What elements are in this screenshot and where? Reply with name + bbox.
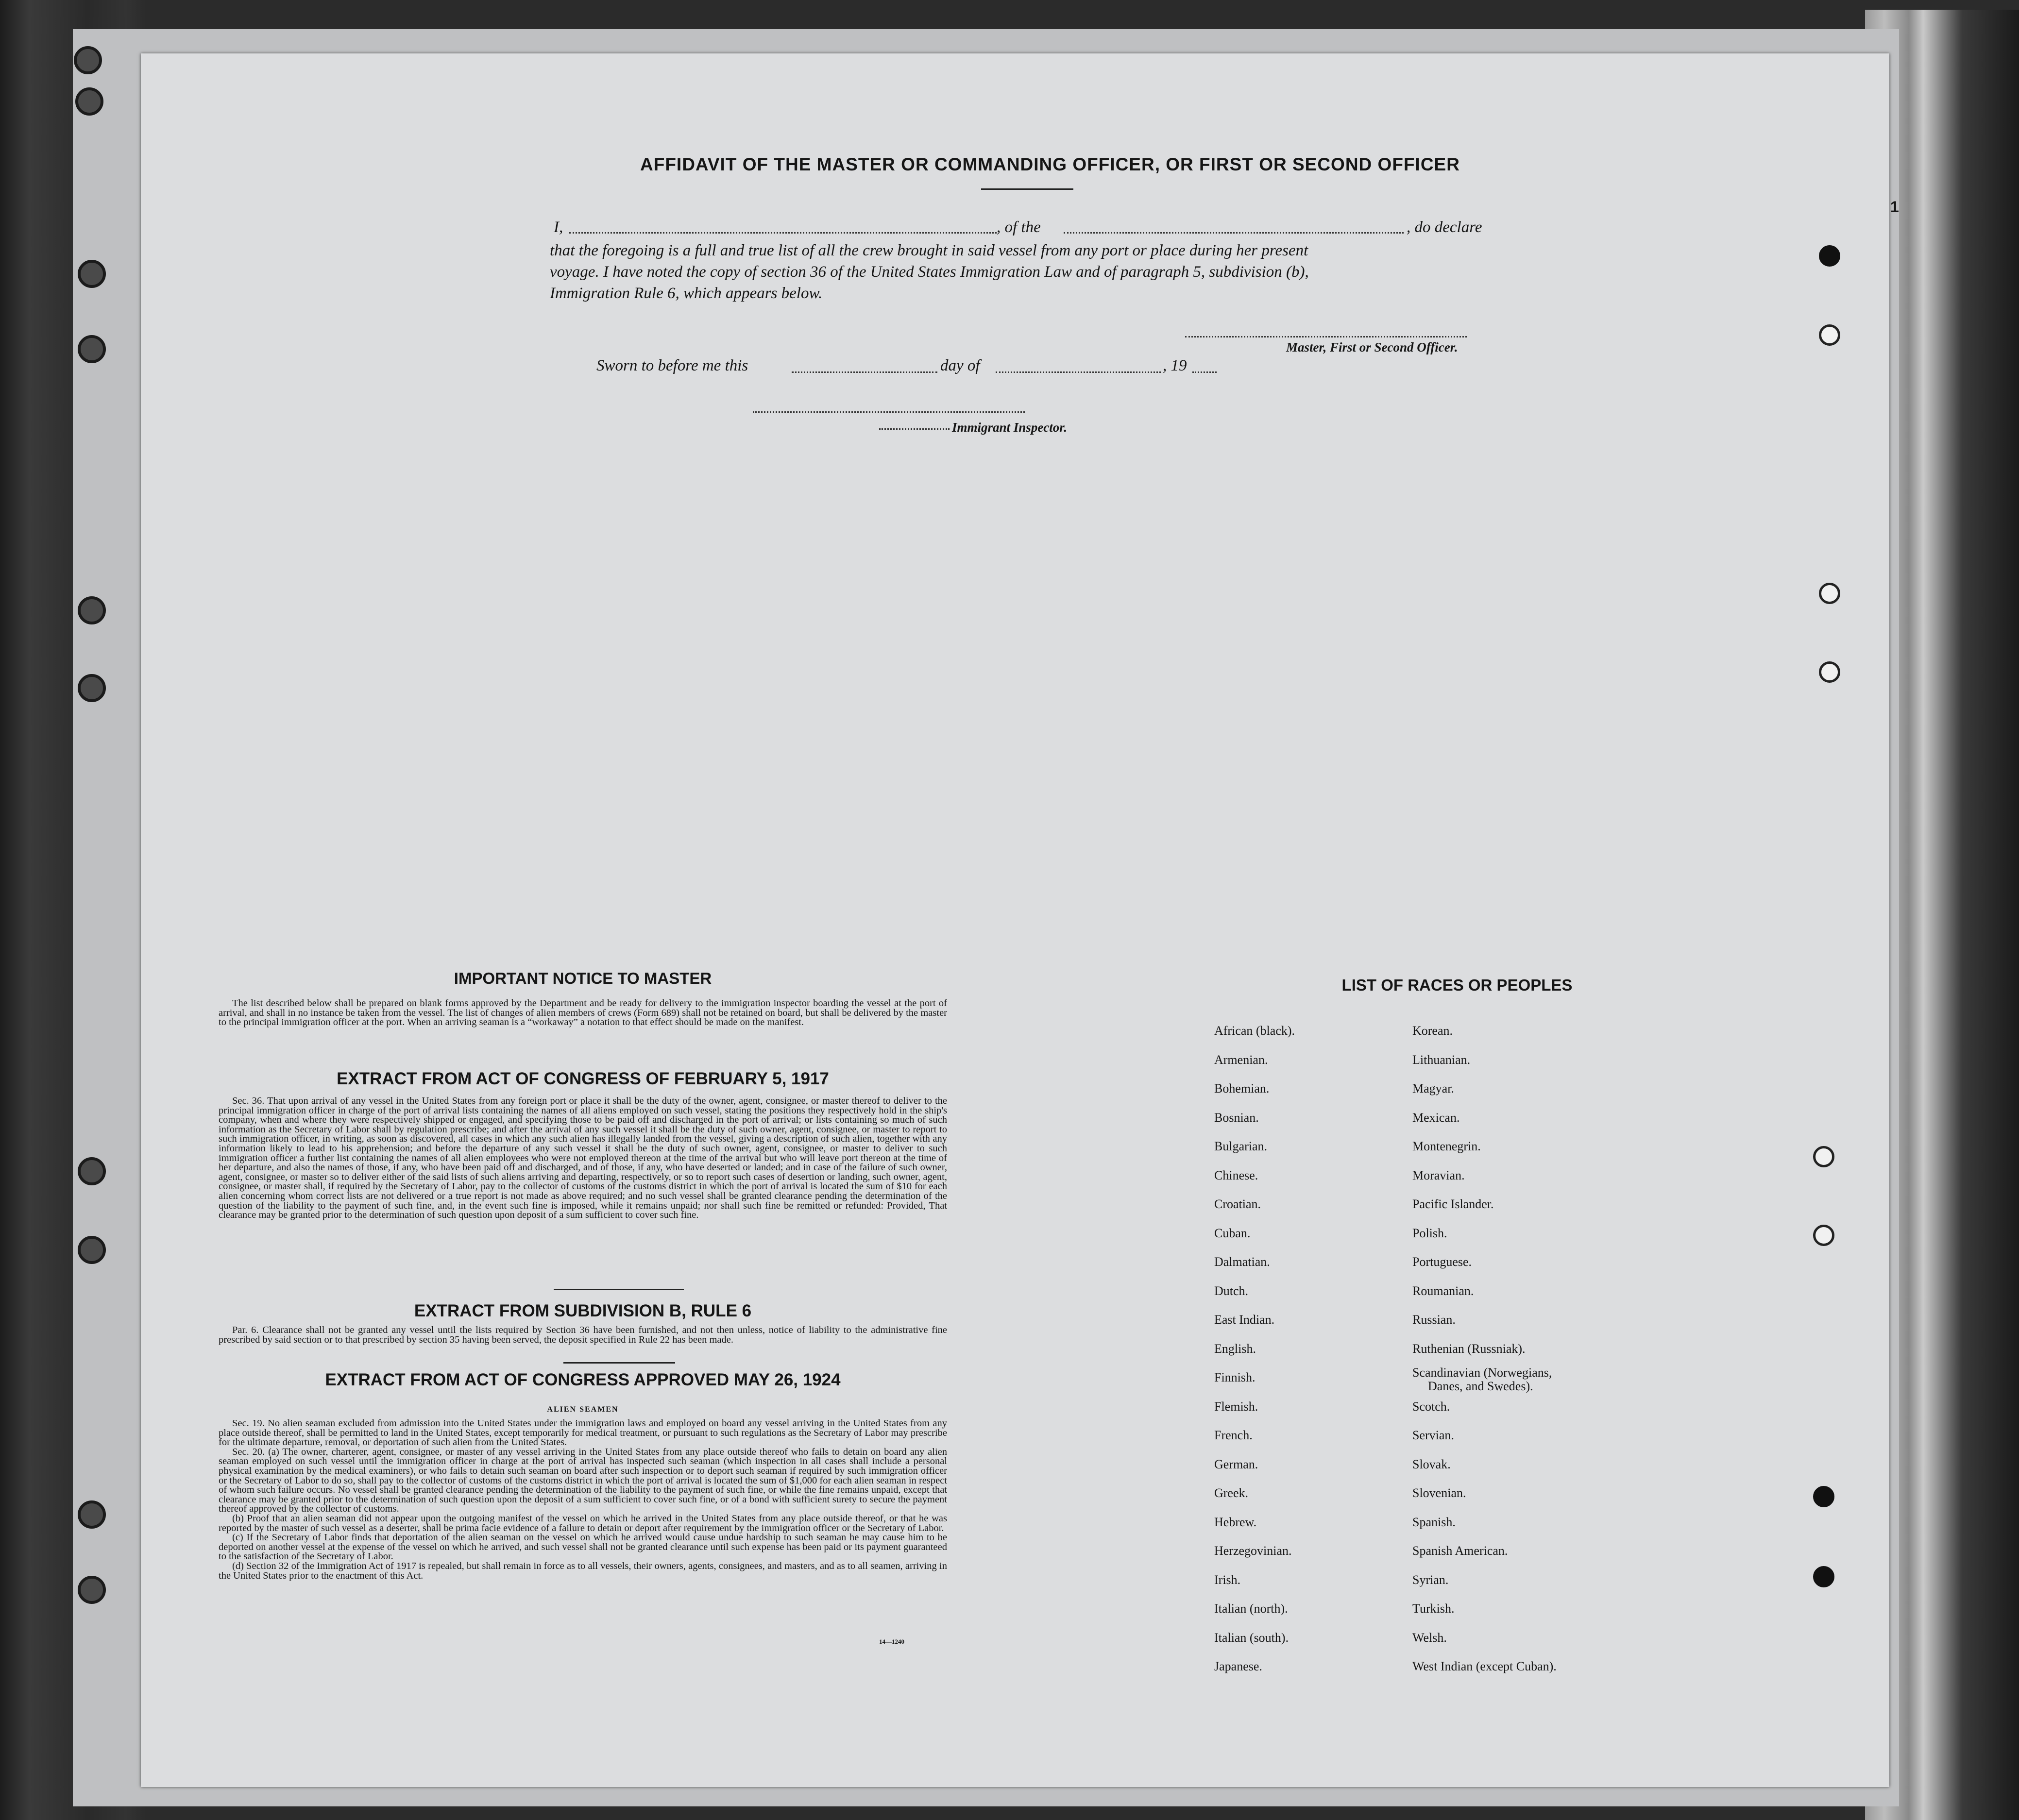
punch-hole (1813, 1486, 1834, 1507)
affidavit-i: I, (554, 219, 563, 236)
race-item: West Indian (except Cuban). (1412, 1659, 1557, 1673)
name-blank (569, 232, 997, 234)
race-item: English. (1214, 1341, 1256, 1356)
binder-ring (78, 1157, 106, 1185)
race-item: Polish. (1412, 1226, 1447, 1240)
extract-rule6-body (219, 1326, 947, 1345)
race-item: Slovak. (1412, 1457, 1451, 1471)
race-item: Russian. (1412, 1313, 1456, 1327)
race-item: Spanish American. (1412, 1544, 1508, 1558)
race-item: Lithuanian. (1412, 1052, 1471, 1067)
race-item: African (black). (1214, 1024, 1295, 1038)
race-item: Pacific Islander. (1412, 1197, 1494, 1211)
race-item: Scotch. (1412, 1399, 1450, 1414)
binder-ring (75, 87, 103, 116)
par-6-text: Par. 6. Clearance shall not be granted any vessel until the lists required by Section 36 have been furnished, and not then unless, notice of liability to the administrative fine prescribed by said section or to that prescribed by section 35 having been served, the deposit specified in Rule 22 has been made. (219, 1325, 947, 1345)
race-item: Welsh. (1412, 1630, 1447, 1645)
extract-1917-heading: EXTRACT FROM ACT OF CONGRESS OF FEBRUARY 5, 1917 (337, 1069, 829, 1088)
year-blank (1192, 371, 1217, 373)
master-signature-label: Master, First or Second Officer. (1286, 340, 1458, 354)
master-signature-line (1185, 336, 1467, 337)
race-item: Japanese. (1214, 1659, 1262, 1673)
inspector-prefix-line (879, 428, 950, 430)
affidavit-of-the: , of the (997, 219, 1041, 236)
race-item: Croatian. (1214, 1197, 1261, 1211)
race-item: Moravian. (1412, 1168, 1465, 1182)
punch-hole (1819, 245, 1840, 267)
binder-ring (78, 1500, 106, 1529)
race-item: Bohemian. (1214, 1081, 1270, 1095)
notice-body (219, 999, 947, 1028)
race-item: Finnish. (1214, 1370, 1256, 1384)
section-36-text: Sec. 36. That upon arrival of any vessel in the United States from any foreign port or place it shall be the duty of the owner, agent, consignee, or master thereof to deliver to the principal immigration officer in charge of the port of arrival lists containing the names of all aliens employed on such vessel, stating the positions they respectively hold in the ship's company, when and where they were respectively shipped or engaged, and specifying those to be paid off and discharged in the port of arrival; or lists containing so much of such information as the Secretary of Labor shall by regulation prescribe; and after the arrival of any such vessel it shall be the duty of such owner, agent, consignee, or master to report to such immigration officer, in writing, as soon as discovered, all cases in which any such alien has illegally landed from the vessel, giving a description of such alien, together with any information likely to lead to his apprehension; and before the departure of any such vessel it shall be the duty of such owner, agent, consignee, or master to deliver to such immigration officer a further list containing the names of all alien employees who were not employed thereon at the time of the arrival but who will leave port thereon at the time of her departure, and also the names of those, if any, who have been paid off and discharged, and of those, if any, who have deserted or landed; and in case of the failure of such owner, agent, consignee, or master so to deliver either of the said lists of such aliens arriving and departing, respectively, or so to report such cases of desertion or landing, such owner, agent, consignee, or master shall, if required by the Secretary of Labor, pay to the collector of customs of the customs district in which the port of arrival is located the sum of $10 for each alien concerning whom correct lists are not delivered or a true report is not made as above required; and no such vessel shall be granted clearance pending the determination of the question of the liability to the payment of such fine, and, in the event such fine is imposed, while it remains unpaid; nor shall such fine be remitted or refunded: Provided, That clearance may be granted prior to the determination of such question upon deposit of a sum sufficient to cover such fine. (219, 1095, 947, 1221)
inspector-signature-line (753, 411, 1025, 413)
race-item-continued: Danes, and Swedes). (1428, 1379, 1533, 1393)
sworn-day-blank (792, 371, 937, 373)
document-page (141, 53, 1899, 1787)
race-item: Syrian. (1412, 1572, 1449, 1587)
affidavit-do-declare: , do declare (1407, 219, 1482, 236)
race-item: Scandinavian (Norwegians, (1412, 1365, 1552, 1380)
race-item: Italian (south). (1214, 1630, 1289, 1645)
punch-hole (1813, 1566, 1834, 1587)
sec-20b-text: (b) Proof that an alien seaman did not appear upon the outgoing manifest of the vessel on which he arrived in the United States from any place outside thereof, or that he was reported by the master of such vessel as a deserter, shall be prima facie evidence of a failure to detain or deport after requirement by the immigration officer or the Secretary of Labor. (219, 1513, 947, 1534)
race-item: Roumanian. (1412, 1283, 1474, 1298)
binder-ring (78, 1236, 106, 1264)
race-item: Herzegovinian. (1214, 1544, 1292, 1558)
notice-text: The list described below shall be prepared on blank forms approved by the Department and be ready for delivery to the immigration inspector boarding the vessel at the port of arrival, and shall in no instance be taken from the vessel. The list of changes of alien members of crews (Form 689) shall not be retained on board, but shall be delivered by the master to the principal immigration officer at the port. When an arriving seaman is a “workaway” a notation to that effect should be made on the manifest. (219, 998, 947, 1028)
race-item: German. (1214, 1457, 1258, 1471)
race-item: French. (1214, 1428, 1253, 1442)
binder-ring (78, 1576, 106, 1604)
extract-1924-body (219, 1419, 947, 1581)
extract-rule6-heading: EXTRACT FROM SUBDIVISION B, RULE 6 (414, 1301, 752, 1320)
alien-seamen-subheading: ALIEN SEAMEN (547, 1405, 619, 1414)
race-item: Dutch. (1214, 1283, 1249, 1298)
year-label: , 19 (1163, 357, 1187, 374)
notice-heading: IMPORTANT NOTICE TO MASTER (454, 969, 712, 987)
affidavit-line2: that the foregoing is a full and true list of all the crew brought in said vessel from any port or place during her present (550, 242, 1308, 259)
race-item: Cuban. (1214, 1226, 1251, 1240)
section-divider (554, 1289, 684, 1290)
extract-1924-heading: EXTRACT FROM ACT OF CONGRESS APPROVED MAY 26, 1924 (325, 1370, 841, 1389)
form-number: 14—1240 (879, 1638, 904, 1645)
affidavit-line4: Immigration Rule 6, which appears below. (550, 285, 823, 302)
race-item: Flemish. (1214, 1399, 1258, 1414)
race-item: Chinese. (1214, 1168, 1258, 1182)
page-number: 1 (1890, 198, 1899, 216)
race-item: Italian (north). (1214, 1601, 1288, 1616)
month-blank (996, 371, 1161, 373)
races-heading: LIST OF RACES OR PEOPLES (1341, 976, 1573, 994)
sec-20d-text: (d) Section 32 of the Immigration Act of 1917 is repealed, but shall remain in force as to all vessels, their owners, agents, consignees, and masters, and as to all seamen, arriving in the United States prior to the enactment of this Act. (219, 1560, 947, 1581)
race-item: Armenian. (1214, 1052, 1268, 1067)
section-divider (563, 1362, 675, 1364)
binder-ring (78, 335, 106, 363)
race-item: Hebrew. (1214, 1515, 1257, 1529)
sworn-label: Sworn to before me this (596, 357, 748, 374)
race-item: Ruthenian (Russniak). (1412, 1341, 1526, 1356)
binder-ring (74, 46, 102, 74)
race-item: Spanish. (1412, 1515, 1456, 1529)
race-item: Mexican. (1412, 1110, 1460, 1125)
race-item: Irish. (1214, 1572, 1241, 1587)
sec-20a-text: Sec. 20. (a) The owner, charterer, agent, consignee, or master of any vessel arriving in the United States from any place outside thereof who fails to detain on board any alien seaman employed on such vessel until the immigration officer in charge at the port of arrival has inspected such seaman (which inspection in all cases shall include a personal physical examination by the medical examiners), or who fails to detain such seaman on board after such inspection or to deport such seaman if required by such immigration officer or the Secretary of Labor to do so, shall pay to the collector of customs of the customs district in which the port of arrival is located the sum of $1,000 for each alien seaman in respect of whom such failure occurs. No vessel shall be granted clearance pending the determination of the liability to the payment of such fine, or while the fine remains unpaid, except that clearance may be granted prior to the determination of such question upon the deposit of a sum sufficient to cover such fine, or of a bond with sufficient surety to secure the payment thereof approved by the collector of customs. (219, 1446, 947, 1515)
sec-20c-text: (c) If the Secretary of Labor finds that deportation of the alien seaman on the vessel on which he arrived would cause undue hardship to such seaman he may cause him to be deported on another vessel at the expense of the vessel on which he arrived, and such vessel shall not be granted clearance until such expense has been paid or its payment guaranteed to the satisfaction of the Secretary of Labor. (219, 1532, 947, 1562)
race-item: East Indian. (1214, 1313, 1275, 1327)
race-item: Turkish. (1412, 1601, 1455, 1616)
punch-hole (1819, 661, 1840, 683)
punch-hole (1813, 1225, 1834, 1246)
race-item: Greek. (1214, 1486, 1249, 1500)
day-of-label: day of (940, 357, 980, 374)
binder-ring (78, 596, 106, 624)
sec-19-text: Sec. 19. No alien seaman excluded from admission into the United States under the immigration laws and employed on board any vessel arriving in the United States from any place outside thereof, shall be permitted to land in the United States, except temporarily for medical treatment, or pursuant to such regulations as the Secretary of Labor may prescribe for the ultimate departure, removal, or deportation of such alien from the United States. (219, 1418, 947, 1448)
race-item: Bulgarian. (1214, 1139, 1268, 1153)
race-item: Bosnian. (1214, 1110, 1259, 1125)
affidavit-heading: AFFIDAVIT OF THE MASTER OR COMMANDING OFFICER, OR FIRST OR SECOND OFFICER (640, 154, 1460, 174)
race-item: Portuguese. (1412, 1255, 1472, 1269)
vessel-blank (1064, 232, 1404, 234)
punch-hole (1819, 324, 1840, 346)
extract-1917-body (219, 1096, 947, 1220)
heading-rule (981, 188, 1073, 190)
inspector-label: Immigrant Inspector. (952, 420, 1068, 435)
race-item: Dalmatian. (1214, 1255, 1270, 1269)
punch-hole (1813, 1146, 1834, 1167)
race-item: Magyar. (1412, 1081, 1454, 1095)
affidavit-line3: voyage. I have noted the copy of section 36 of the United States Immigration Law and of paragraph 5, subdivision (b), (550, 263, 1309, 281)
binder-ring (78, 674, 106, 702)
punch-hole (1819, 583, 1840, 604)
race-item: Servian. (1412, 1428, 1454, 1442)
race-item: Slovenian. (1412, 1486, 1466, 1500)
race-item: Montenegrin. (1412, 1139, 1481, 1153)
race-item: Korean. (1412, 1024, 1453, 1038)
binder-ring (78, 260, 106, 288)
